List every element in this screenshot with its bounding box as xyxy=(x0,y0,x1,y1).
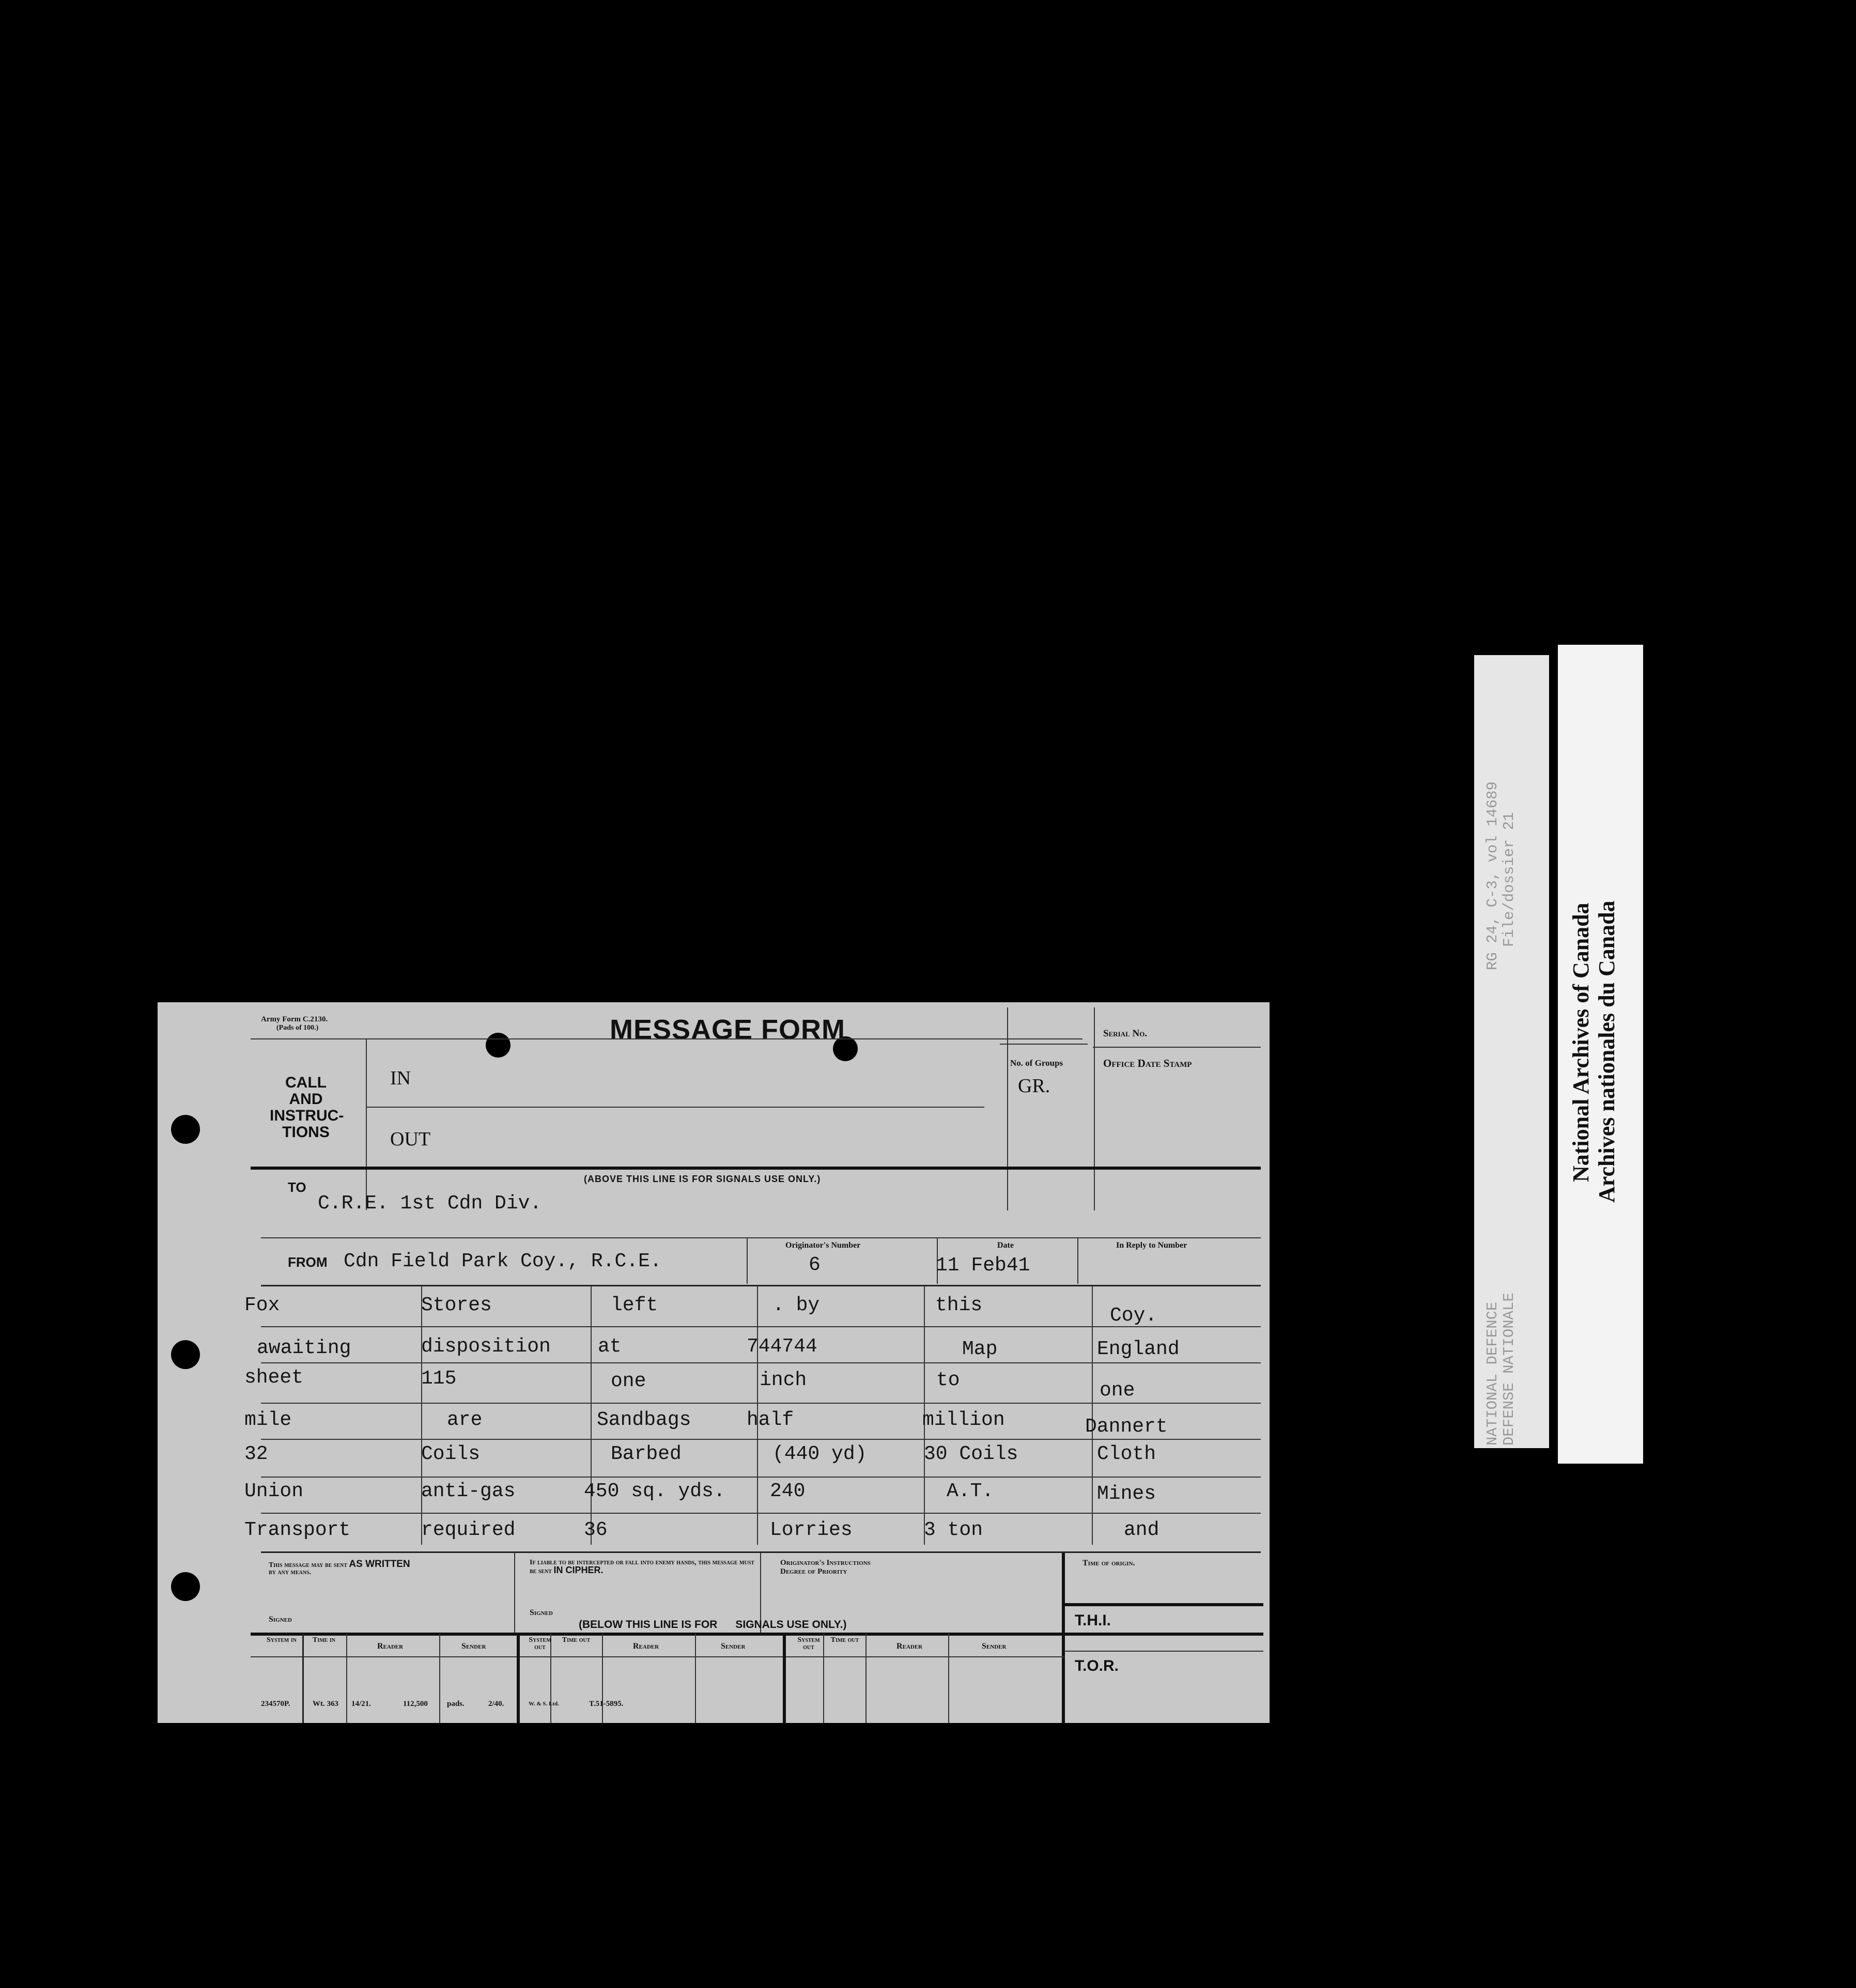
message-word: this xyxy=(935,1294,983,1316)
date-value: 11 Feb41 xyxy=(936,1254,1030,1277)
time-in-label: Time in xyxy=(313,1636,335,1644)
message-word: Map xyxy=(962,1338,998,1360)
message-word: Dannert xyxy=(1085,1416,1168,1438)
message-word: 32 xyxy=(244,1443,268,1465)
message-word: left xyxy=(611,1294,658,1316)
reader-label: Reader xyxy=(633,1642,659,1651)
message-word: 3 ton xyxy=(924,1519,983,1541)
archive-reference-strip xyxy=(1474,655,1549,1448)
message-word: half xyxy=(747,1409,794,1431)
imprint-code: 234570P. xyxy=(261,1700,290,1708)
message-word: . by xyxy=(772,1294,820,1316)
time-out-label: Time out xyxy=(562,1636,591,1644)
sent-as-written-note: This message may be sent AS WRITTEN xyxy=(269,1559,410,1570)
liable-note: If liable to be intercepted or fall into enemy hands, this message must be sent IN CIPHER. xyxy=(530,1559,754,1575)
from-value: Cdn Field Park Coy., R.C.E. xyxy=(344,1250,662,1272)
sender-label: Sender xyxy=(461,1642,486,1651)
thi-label: T.H.I. xyxy=(1075,1612,1111,1629)
message-word: anti-gas xyxy=(421,1480,516,1502)
imprint-quantity: 112,500 xyxy=(403,1700,428,1708)
imprint-number: 14/21. xyxy=(351,1700,371,1708)
message-word: A.T. xyxy=(947,1480,994,1502)
message-word: one xyxy=(611,1370,646,1392)
message-word: Sandbags xyxy=(597,1409,691,1431)
message-word: Cloth xyxy=(1097,1443,1156,1465)
message-word: are xyxy=(447,1409,483,1431)
form-title: MESSAGE FORM xyxy=(610,1014,846,1045)
message-word: to xyxy=(936,1369,960,1391)
to-value: C.R.E. 1st Cdn Div. xyxy=(318,1192,542,1215)
system-out-label: System out xyxy=(529,1636,551,1651)
sender-label: Sender xyxy=(721,1642,746,1651)
time-of-origin-label: Time of origin. xyxy=(1082,1559,1135,1567)
groups-value: GR. xyxy=(1018,1075,1050,1097)
date-label: Date xyxy=(997,1241,1014,1250)
punch-hole xyxy=(171,1340,200,1369)
message-word: and xyxy=(1124,1519,1159,1541)
serial-number-label: Serial No. xyxy=(1103,1028,1148,1039)
message-word: (440 yd) xyxy=(772,1443,867,1465)
message-word: 30 Coils xyxy=(924,1443,1018,1465)
imprint-date: 2/40. xyxy=(488,1700,504,1708)
message-word: one xyxy=(1100,1379,1135,1402)
signed-label-2: Signed xyxy=(530,1608,553,1617)
system-out-label: System out xyxy=(797,1636,820,1651)
time-out-label: Time out xyxy=(830,1636,859,1644)
archive-name: National Archives of Canada Archives nationales du Canada xyxy=(1568,900,1619,1203)
message-word: disposition xyxy=(421,1335,551,1358)
below-line-notice: (BELOW THIS LINE IS FOR SIGNALS USE ONLY.) xyxy=(579,1619,847,1630)
message-word: Coils xyxy=(421,1443,481,1465)
message-word: mile xyxy=(244,1409,292,1431)
reader-label: Reader xyxy=(377,1642,404,1651)
message-word: at xyxy=(598,1335,622,1358)
message-word: Coy. xyxy=(1110,1304,1157,1327)
degree-of-priority-label: Degree of Priority xyxy=(780,1567,847,1576)
message-word: Union xyxy=(244,1480,304,1502)
tor-label: T.O.R. xyxy=(1075,1657,1119,1674)
message-word: Barbed xyxy=(611,1443,682,1465)
message-word: 450 sq. yds. xyxy=(584,1480,725,1502)
punch-hole xyxy=(171,1115,200,1144)
message-word: sheet xyxy=(244,1366,304,1389)
originator-number-label: Originator's Number xyxy=(785,1241,861,1250)
message-word: awaiting xyxy=(257,1337,351,1359)
message-word: 115 xyxy=(421,1368,457,1390)
originator-instructions-label: Originator's Instructions xyxy=(780,1559,871,1567)
to-label: TO xyxy=(288,1179,306,1195)
originator-number-value: 6 xyxy=(809,1254,821,1276)
message-word: England xyxy=(1097,1338,1180,1360)
message-word: 36 xyxy=(584,1519,608,1541)
in-label: IN xyxy=(390,1067,411,1089)
message-word: Transport xyxy=(244,1519,351,1541)
by-any-means-note: by any means. xyxy=(269,1568,312,1576)
call-and-instructions-label: CALL AND INSTRUC- TIONS xyxy=(270,1074,344,1141)
in-reply-to-label: In Reply to Number xyxy=(1116,1241,1187,1250)
punch-hole xyxy=(171,1572,200,1601)
punch-hole xyxy=(486,1033,511,1058)
message-word: Lorries xyxy=(770,1519,853,1541)
system-in-label: System in xyxy=(267,1636,297,1644)
above-line-notice: (ABOVE THIS LINE IS FOR SIGNALS USE ONLY.) xyxy=(584,1174,821,1184)
out-label: OUT xyxy=(390,1128,431,1150)
sender-label: Sender xyxy=(982,1642,1007,1651)
from-label: FROM xyxy=(288,1254,328,1270)
office-date-stamp-label: Office Date Stamp xyxy=(1103,1057,1192,1069)
message-word: Fox xyxy=(244,1294,280,1316)
message-word: Mines xyxy=(1097,1483,1156,1505)
signed-label: Signed xyxy=(269,1615,292,1624)
message-form xyxy=(158,1002,1270,1723)
archive-label-strip xyxy=(1558,645,1643,1464)
imprint-reference: T.51-5895. xyxy=(589,1700,624,1708)
message-word: million xyxy=(922,1409,1005,1431)
message-word: required xyxy=(421,1519,516,1541)
groups-label: No. of Groups xyxy=(1010,1058,1063,1068)
army-form-number: Army Form C.2130. xyxy=(261,1015,328,1023)
imprint-weight: Wt. 363 xyxy=(313,1700,338,1708)
pads-note: (Pads of 100.) xyxy=(276,1024,319,1032)
message-word: Stores xyxy=(421,1294,492,1316)
department-stamp: NATIONAL DEFENCE DEFENSE NATIONALE xyxy=(1484,1293,1518,1446)
reader-label: Reader xyxy=(896,1642,923,1651)
imprint-pads: pads. xyxy=(447,1700,465,1708)
archive-reference: RG 24, C-3, vol 14689 File/dossier 21 xyxy=(1484,781,1518,970)
message-word: 240 xyxy=(770,1480,806,1502)
message-word: inch xyxy=(760,1369,807,1391)
imprint-printer: W. & S. Ltd. xyxy=(529,1701,559,1707)
message-word: 744744 xyxy=(747,1335,817,1358)
